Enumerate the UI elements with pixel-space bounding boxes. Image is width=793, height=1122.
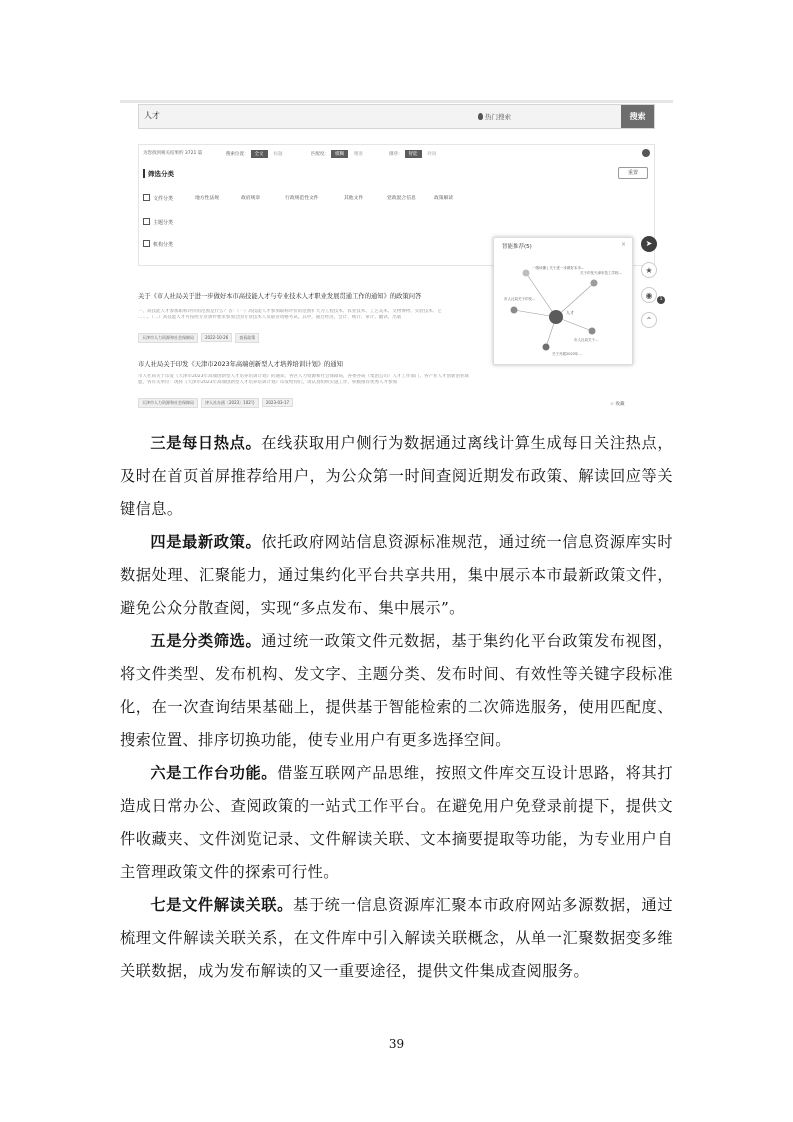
graph-node-label: 关于开展2023年… [552,352,582,356]
result-abstract: 一、高技能人才参加职称评价的范围是什么？答：（一）高技能人才参加职称评价的范围扩大为工程技术、农业技术、工艺美术、文物博物、实验技术、艺 [138,309,442,314]
graph-node[interactable] [543,344,550,351]
search-position-group [226,150,287,158]
embedded-screenshot [120,100,673,418]
page-number: 39 [388,1037,405,1051]
collapse-icon[interactable] [642,149,650,157]
result-tag: 天津市人力资源和社会保障局 [138,398,198,408]
search-input[interactable]: 人才 [144,111,160,120]
result-item [138,359,508,408]
browser-strip [120,100,673,103]
graph-node-label: 一图读懂 | 关于进一步做好本市… [532,266,585,270]
filter-title: 筛选分类 [143,169,174,178]
paragraph-filter [120,625,673,757]
category-label: 文件分类 [153,196,174,202]
search-position-label: 搜索位置： [226,152,249,157]
sort-option-smart[interactable]: 智能 [405,150,422,158]
eye-icon[interactable]: ◉ [641,287,657,303]
paragraph-lead: 六是工作台功能。 [150,764,278,782]
paragraph-daily-hotspot [120,427,673,526]
paragraph-text: 基于统一信息资源库汇聚本市政府网站多源数据，通过梳理文件解读关联关系，在文件库中引入解读关联概念，从单一汇聚数据变多维关联数据，成为发布解读的又一重要途径，提供文件集成查阅服务。 [120,896,673,980]
graph-center-node[interactable] [549,310,563,324]
result-date: 2023-03-17 [262,398,293,407]
graph-node[interactable] [589,328,596,335]
doc-type-item[interactable]: 政策解读 [434,196,454,201]
graph-node-label: 市人社局关于… [574,338,599,342]
paragraph-text: 在线获取用户侧行为数据通过离线计算生成每日关注热点，及时在首页首屏推荐给用户，为公众第一时间查阅近期发布政策、解读回应等关键信息。 [120,434,673,518]
category-topic[interactable] [143,218,173,226]
up-icon[interactable]: ⌃ [641,312,657,328]
paragraph-lead: 四是最新政策。 [150,533,262,551]
sort-option-time[interactable]: 时间 [424,150,441,158]
favorite-label: 收藏 [615,402,625,407]
graph-node[interactable] [511,307,518,314]
match-option-fuzzy[interactable]: 模糊 [331,150,348,158]
graph-links [514,273,594,347]
reset-button[interactable]: 重置 [618,167,648,179]
favorite-button[interactable]: ☆ 收藏 [610,402,625,407]
doc-type-item[interactable]: 政府规章 [241,196,261,201]
paragraph-interpretation [120,889,673,988]
building-icon [143,240,150,247]
category-label: 机构分类 [153,242,174,248]
view-policy-button[interactable]: 查看政策 [235,333,259,343]
topic-icon [143,218,150,225]
category-doc-type[interactable] [143,194,173,202]
file-icon [143,194,150,201]
position-option-title[interactable]: 标题 [270,150,287,158]
hot-search-label: 热门搜索 [485,113,511,121]
paragraph-lead: 三是每日热点。 [150,434,262,452]
hot-search-link[interactable] [478,112,511,121]
paragraph-text: 依托政府网站信息资源标准规范，通过统一信息资源库实时数据处理、汇聚能力，通过集约化平台共享共用，集中展示本市最新政策文件，避免公众分散查阅，实现“多点发布、集中展示”。 [120,533,673,617]
match-option-exact[interactable]: 精准 [350,150,367,158]
graph-center-label: 人才 [566,310,574,315]
result-title[interactable]: 市人社局关于印发《天津市2023年高端创新型人才培养培训计划》的通知 [138,361,343,368]
close-icon[interactable]: × [620,241,626,248]
paragraph-text: 借鉴互联网产品思维，按照文件库交互设计思路，将其打造成日常办公、查阅政策的一站式工作平台。在避免用户免登录前提下，提供文件收藏夹、文件浏览记录、文件解读关联、文本摘要提取等功能，为专业用户自主管理政策文件的探索可行性。 [120,764,673,881]
search-button[interactable]: 搜索 [621,105,654,128]
flame-icon [478,113,483,120]
result-tag: 天津市人力资源和社会保障局 [138,333,198,343]
graph-node-label: 关于印发天津市技工学校… [580,271,622,275]
paragraph-latest-policy [120,526,673,625]
doc-type-item[interactable]: 其他文件 [344,196,364,201]
result-count: 为您找到相关结果约 3721 篇 [143,151,203,156]
result-item [138,291,508,343]
badge: 1 [657,296,665,304]
paragraph-lead: 七是文件解读关联。 [150,896,293,914]
paragraph-workbench [120,757,673,889]
result-abstract: 盟，各有关单位：现将《天津市2023年高端创新型人才培养培训计划》印发给你们，请认真组织实施工作，积极推荐优秀人才参加 [138,380,397,385]
doc-type-item[interactable]: 行政规范性文件 [285,196,319,201]
doc-type-item[interactable]: 地方性法规 [195,196,219,201]
result-abstract: 市人社局关于印发《天津市2023年高端创新型人才培养培训计划》的通知，各区人力资源和社会保障局，各委办局（集团公司）人才工作部门，各产业人才创新创业联 [138,374,469,379]
sort-label: 排序： [389,152,403,157]
relation-graph [494,250,632,362]
paragraph-lead: 五是分类筛选。 [150,632,262,650]
graph-node[interactable] [591,280,598,287]
match-label: 匹配度： [311,152,329,157]
graph-node-label: 市人社局关于印发… [504,297,536,301]
smart-recommend-panel [493,237,633,365]
position-option-fulltext[interactable]: 全文 [251,150,268,158]
doc-type-item[interactable]: 党政混合信息 [387,196,416,201]
result-title[interactable]: 关于《市人社局关于进一步做好本市高技能人才与专业技术人才职业发展贯通工作的通知》的政策问答 [138,293,422,300]
search-bar[interactable] [138,104,655,129]
match-group [311,150,367,158]
recommend-title: 智能推荐(5) [502,244,532,250]
send-icon[interactable]: ➤ [641,236,657,252]
result-date: 2022-10-26 [201,333,232,342]
star-icon[interactable]: ★ [641,262,657,278]
result-doc-number: 津人社办函〔2023〕102号 [201,398,259,408]
category-label: 主题分类 [153,220,174,226]
sort-group [389,150,441,158]
result-abstract: ……。（二）高技能人才可按照专业条件要求参加全国专业技术人员职业资格考试。其中，通过经济、会计、统计、审计、翻译、出版 [138,315,402,320]
category-agency[interactable] [143,240,173,248]
paragraph-text: 通过统一政策文件元数据，基于集约化平台政策发布视图，将文件类型、发布机构、发文字、主题分类、发布时间、有效性等关键字段标准化，在一次查询结果基础上，提供基于智能检索的二次筛选服务，使用匹配度、搜索位置、排序切换功能，使专业用户有更多选择空间。 [120,632,673,749]
graph-node[interactable] [523,270,530,277]
